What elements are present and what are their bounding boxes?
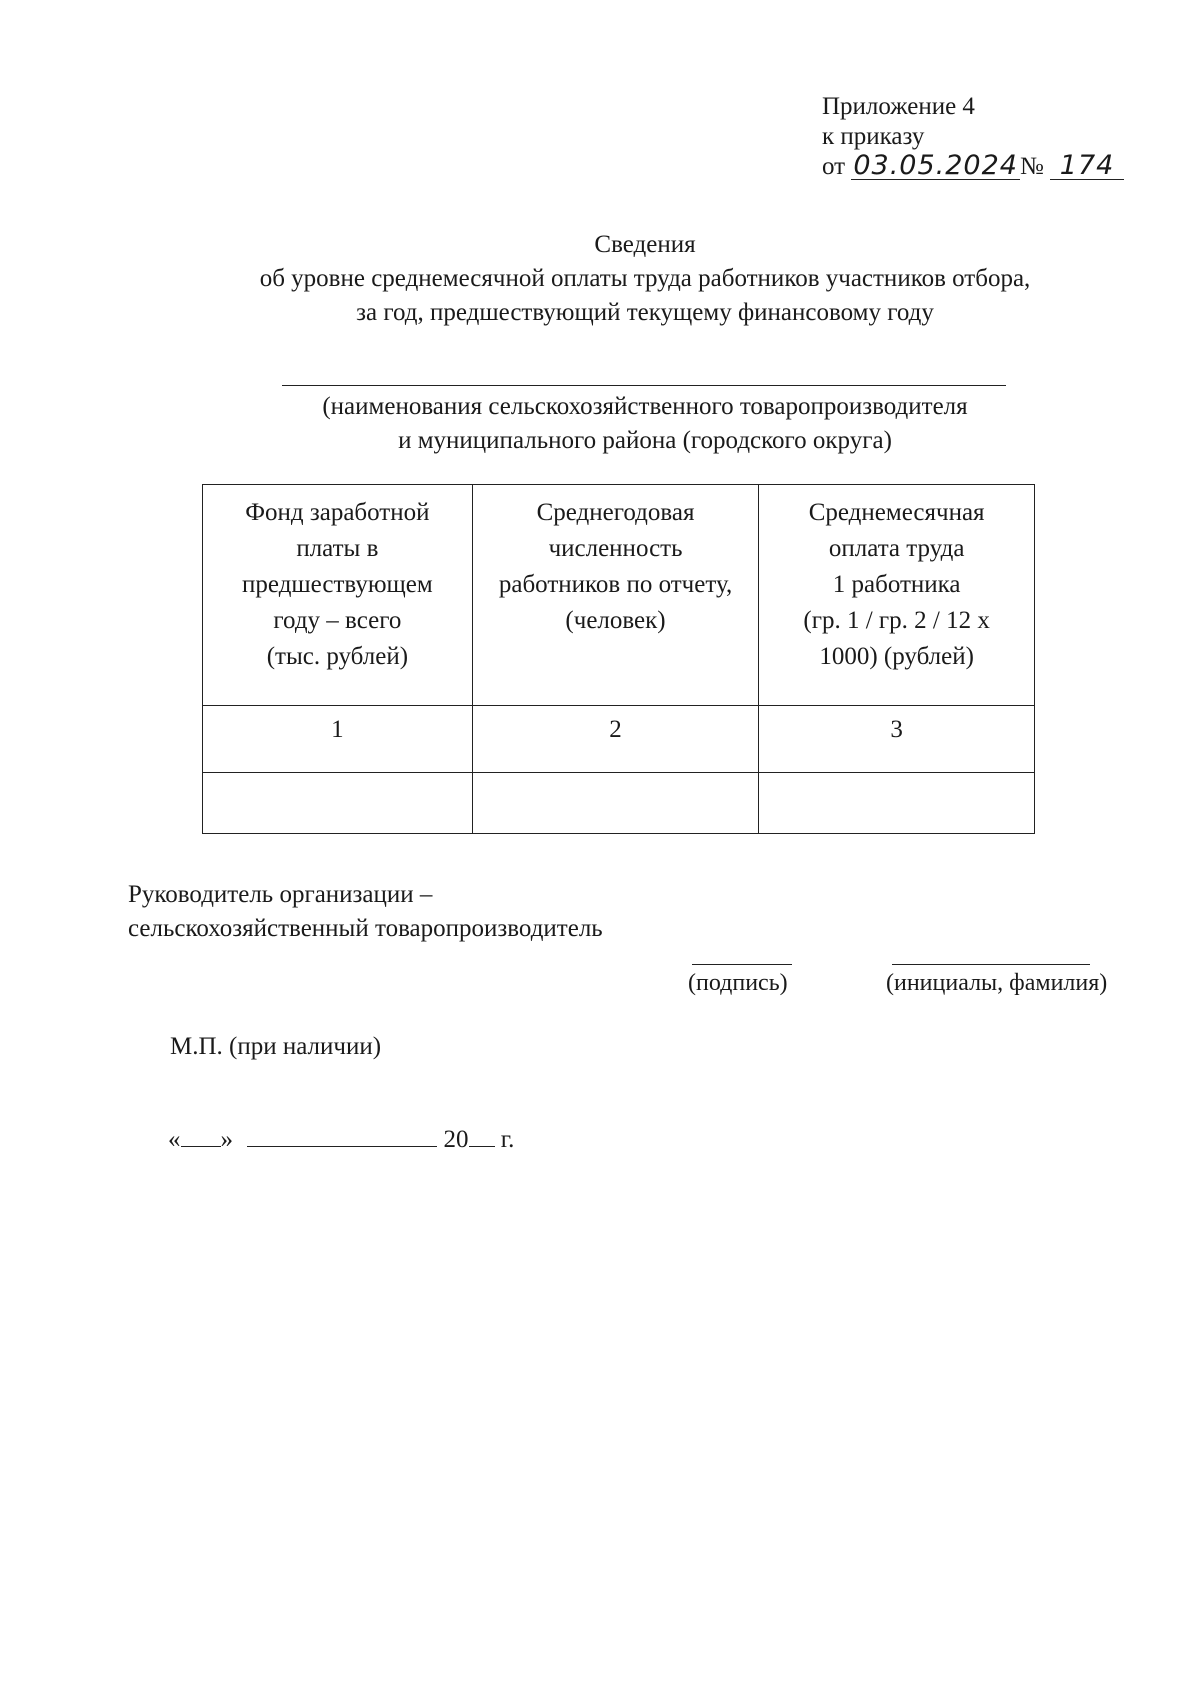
appendix-order-label: к приказу	[822, 123, 925, 150]
number-sign: №	[1019, 153, 1044, 180]
month-blank[interactable]	[247, 1122, 437, 1147]
year-blank[interactable]	[469, 1122, 495, 1147]
salary-table	[202, 484, 1035, 834]
handwritten-order-number: 174	[1050, 153, 1124, 180]
name-caption-line-2: и муниципального района (городского округа)	[398, 427, 892, 454]
head-of-organization-label: Руководитель организации – сельскохозяйственный товаропроизводитель	[128, 881, 603, 942]
empty-cell-salary[interactable]	[759, 773, 1035, 834]
stamp-place-label: М.П. (при наличии)	[170, 1033, 382, 1060]
signing-date-line: « » 20 г.	[168, 1122, 514, 1157]
empty-cell-payroll[interactable]	[203, 773, 473, 834]
appendix-block	[822, 92, 1124, 182]
initials-surname-caption: (инициалы, фамилия)	[886, 970, 1108, 996]
signature-caption: (подпись)	[688, 970, 788, 996]
producer-name-line	[282, 385, 1006, 386]
appendix-date-number	[822, 152, 1124, 182]
header-average-headcount: Среднегодовая численность работников по отчету, (человек)	[472, 485, 759, 706]
column-number-2: 2	[472, 706, 759, 773]
empty-cell-headcount[interactable]	[472, 773, 759, 834]
column-number-1: 1	[203, 706, 473, 773]
table-column-number-row	[203, 706, 1035, 773]
header-payroll-fund: Фонд заработной платы в предшествующем году – всего (тыс. рублей)	[203, 485, 473, 706]
name-caption-line-1: (наименования сельскохозяйственного товаропроизводителя	[322, 393, 968, 420]
title-heading: Сведения	[594, 231, 696, 258]
header-monthly-salary: Среднемесячная оплата труда 1 работника (гр. 1 / гр. 2 / 12 х 1000) (рублей)	[759, 485, 1035, 706]
table-row	[203, 773, 1035, 834]
handwritten-date: 03.05.2024	[853, 150, 1018, 181]
column-number-3: 3	[759, 706, 1035, 773]
title-subtitle-2: за год, предшествующий текущему финансовому году	[356, 299, 934, 326]
date-prefix: от	[822, 153, 846, 180]
day-blank[interactable]	[181, 1122, 221, 1147]
table-header-row	[203, 485, 1035, 706]
initials-surname-line[interactable]	[892, 964, 1090, 965]
appendix-title: Приложение 4	[822, 93, 975, 120]
document-title	[0, 228, 1200, 330]
producer-name-caption	[230, 390, 1060, 458]
title-subtitle-1: об уровне среднемесячной оплаты труда работников участников отбора,	[259, 265, 1031, 292]
signature-line[interactable]	[692, 964, 792, 965]
